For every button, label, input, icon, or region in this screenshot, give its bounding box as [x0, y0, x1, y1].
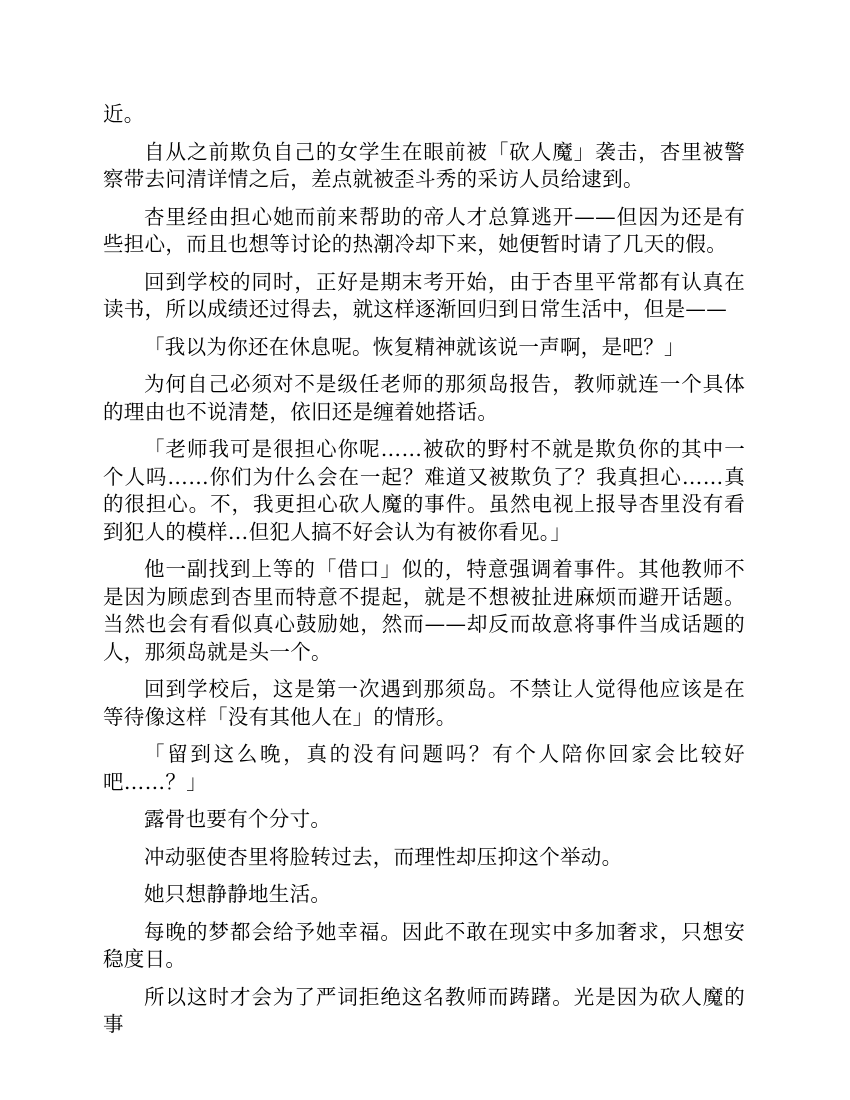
paragraph: 自从之前欺负自己的女学生在眼前被「砍人魔」袭击，杏里被警察带去问清详情之后，差点就被歪斗秀的采访人员给逮到。: [103, 139, 745, 191]
paragraph: 回到学校后，这是第一次遇到那须岛。不禁让人觉得他应该是在等待像这样「没有其他人在」的情形。: [103, 677, 745, 729]
paragraph: 他一副找到上等的「借口」似的，特意强调着事件。其他教师不是因为顾虑到杏里而特意不提起，就是不想被扯进麻烦而避开话题。当然也会有看似真心鼓励她，然而——却反而故意将事件当成话题的人，那须岛就是头一个。: [103, 557, 745, 664]
paragraph: 「我以为你还在休息呢。恢复精神就该说一声啊，是吧？」: [144, 334, 685, 359]
paragraph: 「老师我可是很担心你呢……被砍的野村不就是欺负你的其中一个人吗……你们为什么会在一起？难道又被欺负了？我真担心……真的很担心。不，我更担心砍人魔的事件。虽然电视上报导杏里没有看到犯人的模样…但犯人搞不好会认为有被你看见。」: [103, 437, 745, 544]
paragraph: 为何自己必须对不是级任老师的那须岛报告，教师就连一个具体的理由也不说清楚，依旧还是缠着她搭话。: [103, 372, 745, 424]
paragraph: 每晚的梦都会给予她幸福。因此不敢在现实中多加奢求，只想安稳度日。: [103, 919, 745, 971]
paragraph: 冲动驱使杏里将脸转过去，而理性却压抑这个举动。: [144, 844, 623, 869]
paragraph: 回到学校的同时，正好是期末考开始，由于杏里平常都有认真在读书，所以成绩还过得去，就这样逐渐回归到日常生活中，但是——: [103, 269, 745, 321]
paragraph: 近。: [103, 102, 145, 126]
document-body: [103, 101, 745, 1049]
paragraph: 她只想静静地生活。: [144, 882, 332, 906]
paragraph: 「留到这么晚，真的没有问题吗？有个人陪你回家会比较好吧……？」: [103, 742, 745, 794]
paragraph: 杏里经由担心她而前来帮助的帝人才总算逃开——但因为还是有些担心，而且也想等讨论的热潮冷却下来，她便暂时请了几天的假。: [103, 204, 745, 256]
paragraph: 所以这时才会为了严词拒绝这名教师而踌躇。光是因为砍人魔的事: [103, 984, 745, 1036]
paragraph: 露骨也要有个分寸。: [144, 807, 332, 831]
